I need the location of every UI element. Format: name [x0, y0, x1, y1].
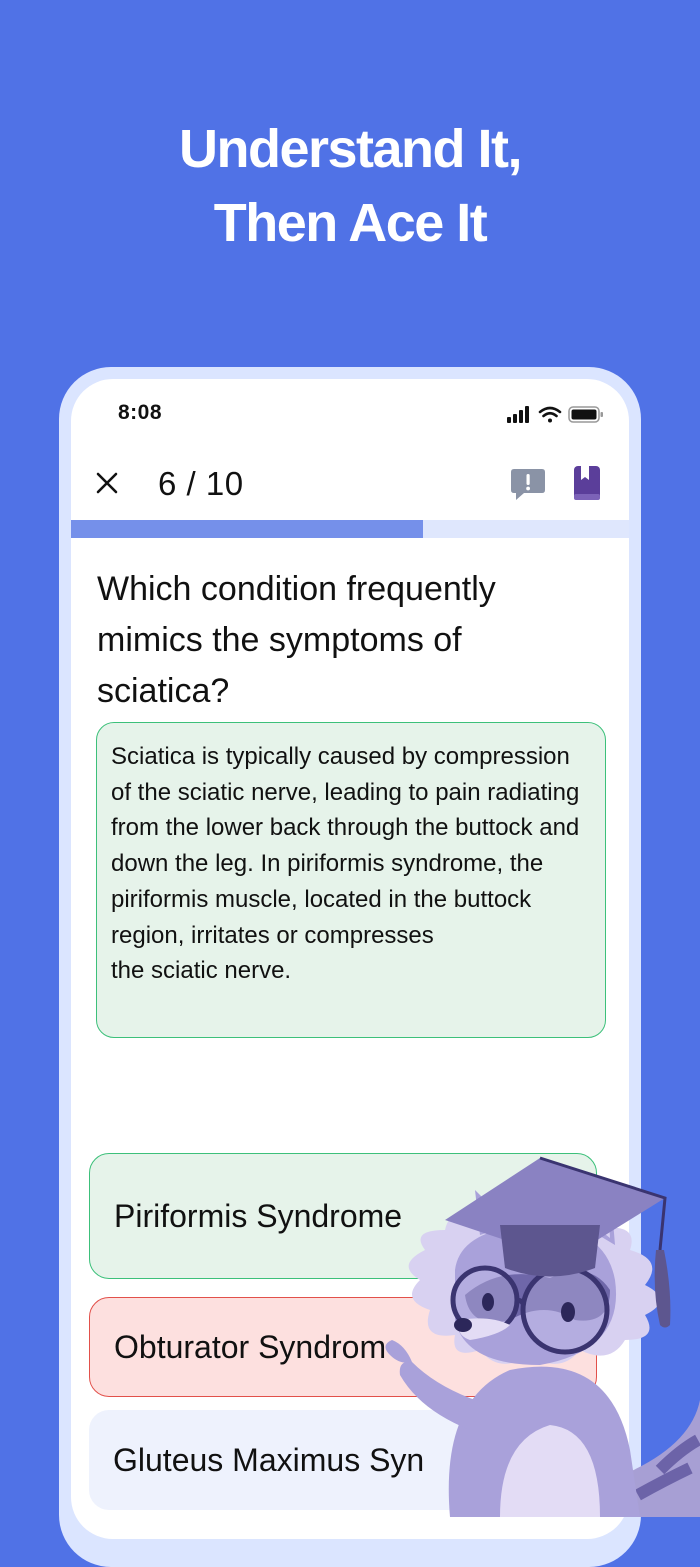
raccoon-mascot-illustration [360, 1150, 700, 1517]
close-icon[interactable] [93, 469, 121, 497]
status-time: 8:08 [118, 401, 163, 424]
book-icon[interactable] [572, 464, 602, 504]
explanation-box: Sciatica is typically caused by compression of the sciatic nerve, leading to pain radiating from the lower back through the buttock and down the leg. In piriformis syndrome, the piriformis muscle, located in the buttock region, irritates or compresses the sciatic nerve. [96, 722, 606, 1038]
status-icons [507, 405, 607, 425]
headline [0, 112, 700, 260]
answer-option-label: Obturator Syndrom [114, 1328, 387, 1365]
answer-option-label: Gluteus Maximus Syn [113, 1441, 425, 1478]
progress-bar [71, 520, 629, 538]
signal-icon [507, 406, 529, 423]
progress-fill [71, 520, 423, 538]
wifi-icon [540, 408, 560, 423]
report-icon[interactable] [508, 465, 548, 505]
headline-line-2: Then Ace It [213, 193, 487, 253]
headline-line-1: Understand It, [178, 119, 522, 179]
battery-icon [569, 407, 603, 422]
status-bar [71, 401, 629, 431]
answer-option-label: Piriformis Syndrome [114, 1197, 403, 1234]
progress-label: 6 / 10 [158, 465, 244, 502]
quiz-header [71, 457, 629, 517]
question-text: Which condition frequently mimics the symptoms of sciatica? [97, 570, 496, 710]
